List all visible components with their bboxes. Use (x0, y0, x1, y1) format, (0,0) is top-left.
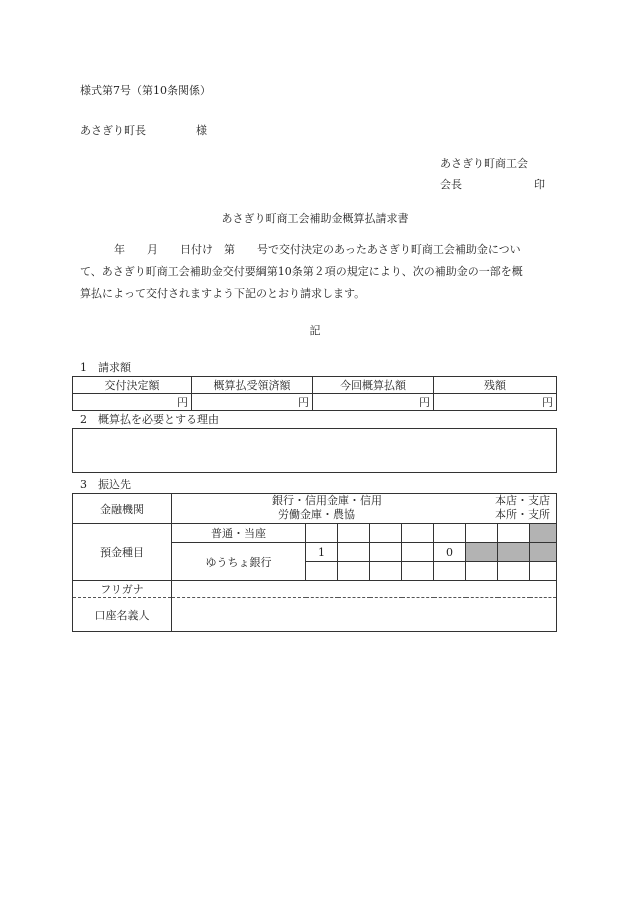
yucho-number-digit[interactable] (434, 562, 466, 581)
current-amount-cell[interactable]: 円 (313, 394, 434, 411)
yucho-blocked-cell (466, 543, 498, 562)
header-current-amount: 今回概算払額 (313, 377, 434, 394)
yucho-symbol-digit: 0 (434, 543, 466, 562)
ordinary-account-digit[interactable] (306, 524, 338, 543)
granted-amount-cell[interactable]: 円 (73, 394, 192, 411)
ordinary-account-digit[interactable] (338, 524, 370, 543)
received-amount-cell[interactable]: 円 (192, 394, 313, 411)
branch-line2: 本所・支所 (495, 508, 550, 521)
yucho-bank-option[interactable]: ゆうちょ銀行 (172, 543, 306, 581)
section1-heading: 1 請求額 (80, 361, 131, 374)
ki-marker: 記 (309, 324, 321, 337)
bank-types-line1: 銀行・信用金庫・信用 (272, 494, 382, 507)
yucho-symbol-digit[interactable] (338, 543, 370, 562)
form-number: 様式第7号（第10条関係） (80, 84, 211, 97)
document-title: あさぎり町商工会補助金概算払請求書 (221, 212, 409, 225)
addressee: あさぎり町長 (80, 124, 146, 137)
ordinary-account-digit[interactable] (498, 524, 530, 543)
sender-org: あさぎり町商工会 (440, 157, 528, 170)
yucho-number-digit[interactable] (498, 562, 530, 581)
ordinary-current-option[interactable]: 普通・当座 (172, 524, 306, 543)
bank-types-line2: 労働金庫・農協 (278, 508, 355, 521)
reason-table (72, 428, 557, 473)
header-granted-amount: 交付決定額 (73, 377, 192, 394)
ordinary-account-digit[interactable] (370, 524, 402, 543)
reason-field[interactable] (73, 429, 557, 473)
furigana-label: フリガナ (73, 581, 172, 598)
ordinary-account-digit[interactable] (402, 524, 434, 543)
yucho-blocked-cell (498, 543, 530, 562)
claim-amount-table (72, 376, 557, 411)
yucho-blocked-cell (530, 543, 557, 562)
yucho-number-digit[interactable] (306, 562, 338, 581)
yucho-number-digit[interactable] (466, 562, 498, 581)
account-holder-label: 口座名義人 (73, 598, 172, 632)
section3-heading: 3 振込先 (80, 478, 131, 491)
body-line-3: 算払によって交付されますよう下記のとおり請求します。 (80, 287, 366, 300)
section2-heading: 2 概算払を必要とする理由 (80, 413, 219, 426)
ordinary-account-digit[interactable] (434, 524, 466, 543)
transfer-table (72, 493, 557, 632)
sender-title: 会長 (440, 178, 462, 191)
yucho-number-digit[interactable] (370, 562, 402, 581)
yucho-symbol-digit[interactable] (402, 543, 434, 562)
request-body (80, 239, 552, 305)
yucho-number-digit[interactable] (402, 562, 434, 581)
account-holder-field[interactable] (172, 598, 557, 632)
account-type-label: 預金種目 (73, 524, 172, 581)
branch-line1: 本店・支店 (495, 494, 550, 507)
header-received-amount: 概算払受領済額 (192, 377, 313, 394)
header-remaining-amount: 残額 (434, 377, 557, 394)
yucho-number-digit[interactable] (530, 562, 557, 581)
furigana-field[interactable] (172, 581, 557, 598)
remaining-amount-cell[interactable]: 円 (434, 394, 557, 411)
body-line-1: 年 月 日付け 第 号で交付決定のあったあさぎり町商工会補助金につい (114, 243, 521, 256)
bank-label: 金融機関 (73, 494, 172, 524)
bank-cell[interactable] (172, 494, 557, 524)
yucho-number-digit[interactable] (338, 562, 370, 581)
ordinary-account-blocked-cell (530, 524, 557, 543)
yucho-symbol-digit: 1 (306, 543, 338, 562)
ordinary-account-digit[interactable] (466, 524, 498, 543)
sender-seal: 印 (534, 178, 545, 191)
body-line-2: て、あさぎり町商工会補助金交付要綱第10条第２項の規定により、次の補助金の一部を概 (80, 265, 523, 278)
addressee-suffix: 様 (196, 124, 207, 137)
yucho-symbol-digit[interactable] (370, 543, 402, 562)
